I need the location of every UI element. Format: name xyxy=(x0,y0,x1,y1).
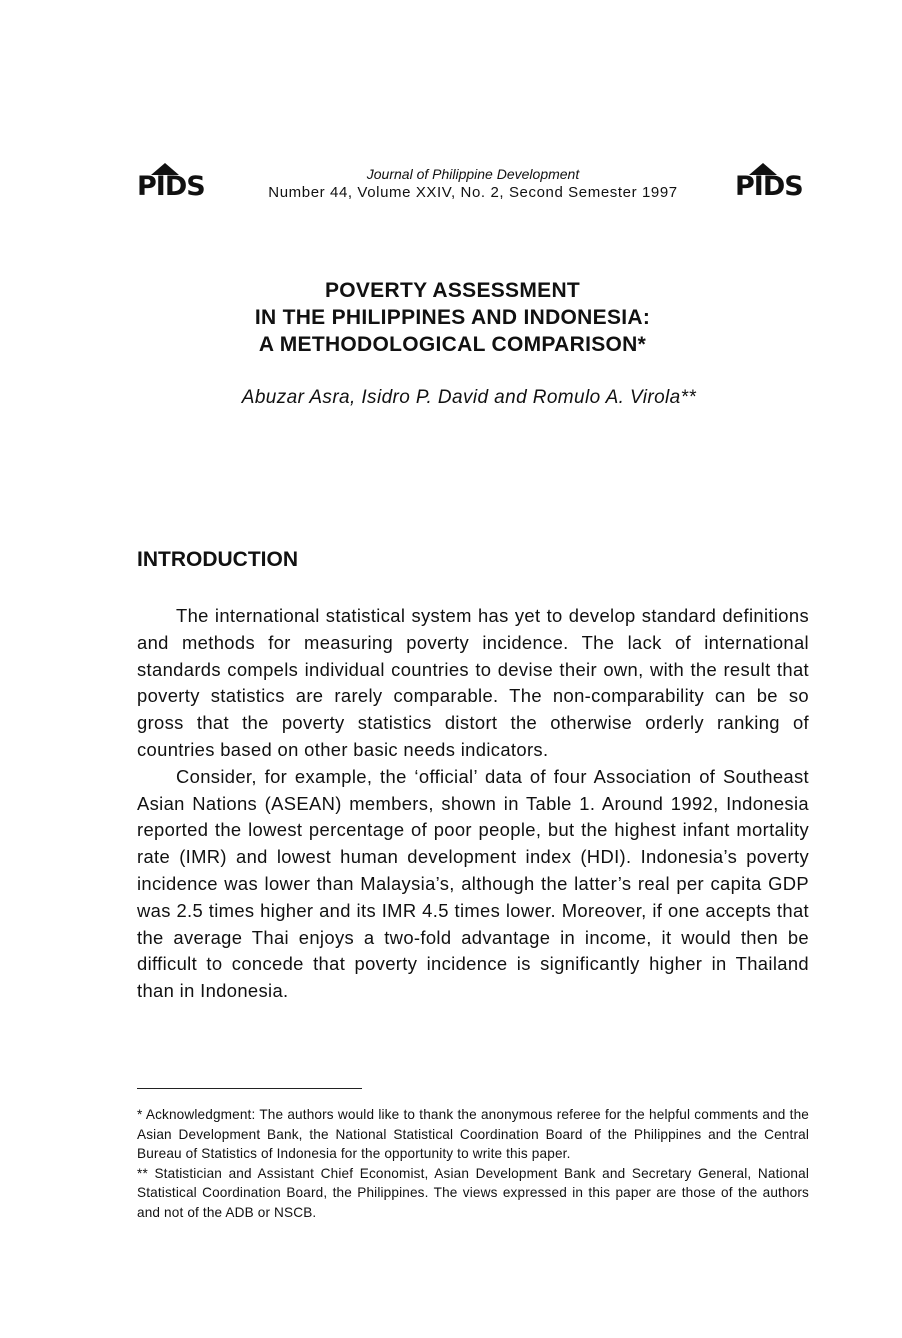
title-line-1: POVERTY ASSESSMENT xyxy=(324,279,581,302)
footnotes xyxy=(137,1105,809,1223)
journal-issue: Number 44, Volume XXIV, No. 2, Second Semester 1997 xyxy=(268,184,678,201)
journal-title: Journal of Philippine Development xyxy=(366,166,580,182)
footnote-2: ** Statistician and Assistant Chief Economist, Asian Development Bank and Secretary General, National Statistical Coordination Board, the Philippines. The views expressed in this paper are those of the authors and not of the ADB or NSCB. xyxy=(137,1165,809,1220)
journal-header xyxy=(230,165,716,203)
authors: Abuzar Asra, Isidro P. David and Romulo A. Virola** xyxy=(241,387,697,408)
pids-logo-left xyxy=(137,163,209,205)
paragraph-1: The international statistical system has yet to develop standard definitions and methods for measuring poverty incidence. The lack of international standards compels individual countries to devise their own, with the result that poverty statistics are rarely comparable. The non-comparability can be so gross that the poverty statistics distort the otherwise orderly ranking of countries based on other basic needs indicators. xyxy=(137,605,809,760)
title-line-3: A METHODOLOGICAL COMPARISON* xyxy=(258,333,647,356)
title-line-2: IN THE PHILIPPINES AND INDONESIA: xyxy=(254,306,651,329)
paper-title xyxy=(150,277,755,358)
footnote-1: * Acknowledgment: The authors would like to thank the anonymous referee for the helpful comments and the Asian Development Bank, the National Statistical Coordination Board of the Philippines and the Central Bureau of Statistics of Indonesia for the opportunity to write this paper. xyxy=(137,1107,809,1162)
logo-text: PIDS xyxy=(137,171,205,202)
section-heading: INTRODUCTION xyxy=(137,548,298,571)
logo-text: PIDS xyxy=(735,171,803,202)
paragraph-2: Consider, for example, the ‘official’ data of four Association of Southeast Asian Nations (ASEAN) members, shown in Table 1. Around 1992, Indonesia reported the lowest percentage of poor people, but the highest infant mortality rate (IMR) and lowest human development index (HDI). Indonesia’s poverty incidence was lower than Malaysia’s, although the latter’s real per capita GDP was 2.5 times higher and its IMR 4.5 times lower. Moreover, if one accepts that the average Thai enjoys a two-fold advantage in income, it would then be difficult to concede that poverty incidence is significantly higher in Thailand than in Indonesia. xyxy=(137,765,809,1002)
pids-logo-right xyxy=(735,163,807,205)
footnote-divider xyxy=(137,1088,362,1089)
body-text xyxy=(137,603,809,1005)
